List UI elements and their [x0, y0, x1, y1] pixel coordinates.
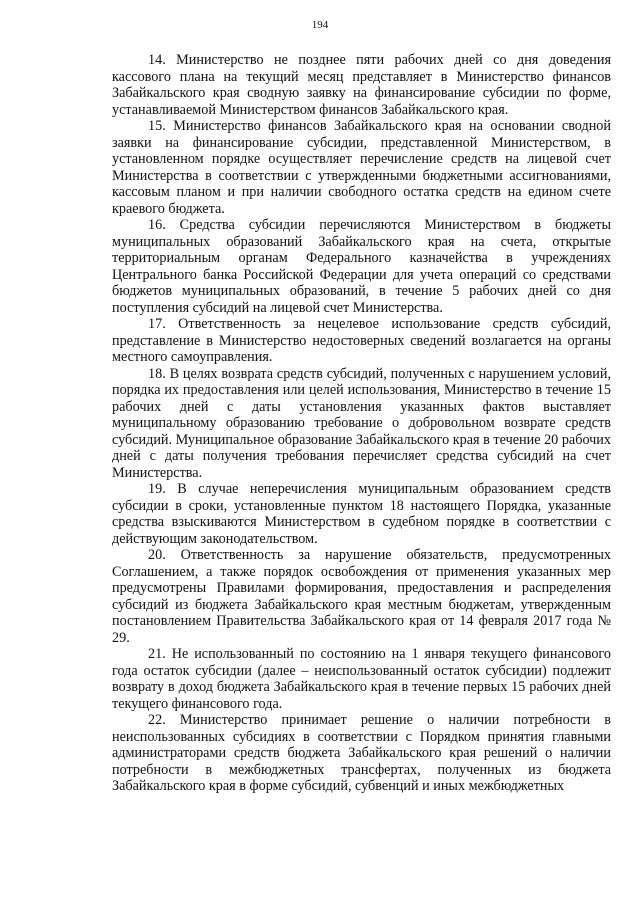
- paragraph-18: 18. В целях возврата средств субсидий, полученных с нарушением условий, порядка их предоставления или целей использования, Министерство в течение 15 рабочих дней с даты установления указанных фактов выставляет муниципальному образованию требование о добровольном возврате средств субсидий. Муниципальное образование Забайкальского края в течение 20 рабочих дней с даты получения требования перечисляет средства субсидий на счет Министерства.: [112, 365, 611, 481]
- paragraph-19: 19. В случае неперечисления муниципальным образованием средств субсидии в сроки, установленные пунктом 18 настоящего Порядка, указанные средства взыскиваются Министерством в судебном порядке в соответствии с действующим законодательством.: [112, 481, 611, 547]
- document-body: [112, 52, 611, 795]
- paragraph-15: 15. Министерство финансов Забайкальского края на основании сводной заявки на финансирование субсидии, представленной Министерством, в установленном порядке осуществляет перечисление средств на лицевой счет Министерства в соответствии с утвержденными бюджетными ассигнованиями, кассовым планом и при наличии свободного остатка средств на едином счете краевого бюджета.: [112, 118, 611, 217]
- paragraph-20: 20. Ответственность за нарушение обязательств, предусмотренных Соглашением, а также порядок освобождения от применения указанных мер предусмотрены Правилами формирования, предоставления и распределения субсидий из бюджета Забайкальского края местным бюджетам, утвержденным постановлением Правительства Забайкальского края от 14 февраля 2017 года № 29.: [112, 547, 611, 646]
- paragraph-21: 21. Не использованный по состоянию на 1 января текущего финансового года остаток субсидии (далее – неиспользованный остаток субсидии) подлежит возврату в доход бюджета Забайкальского края в течение первых 15 рабочих дней текущего финансового года.: [112, 646, 611, 712]
- paragraph-22: 22. Министерство принимает решение о наличии потребности в неиспользованных субсидиях в соответствии с Порядком принятия главными администраторами средств бюджета Забайкальского края решений о наличии потребности в межбюджетных трансфертах, полученных из бюджета Забайкальского края в форме субсидий, субвенций и иных межбюджетных: [112, 712, 611, 794]
- paragraph-14: 14. Министерство не позднее пяти рабочих дней со дня доведения кассового плана на текущий месяц представляет в Министерство финансов Забайкальского края сводную заявку на финансирование субсидии по форме, устанавливаемой Министерством финансов Забайкальского края.: [112, 52, 611, 118]
- paragraph-17: 17. Ответственность за нецелевое использование средств субсидий, представление в Министерство недостоверных сведений возлагается на органы местного самоуправления.: [112, 316, 611, 365]
- page-number: 194: [311, 19, 329, 31]
- paragraph-16: 16. Средства субсидии перечисляются Министерством в бюджеты муниципальных образований Забайкальского края на счета, открытые территориальным органам Федерального казначейства в учреждениях Центрального банка Российской Федерации для учета операций со средствами бюджетов муниципальных образований, в течение 5 рабочих дней со дня поступления субсидий на лицевой счет Министерства.: [112, 217, 611, 316]
